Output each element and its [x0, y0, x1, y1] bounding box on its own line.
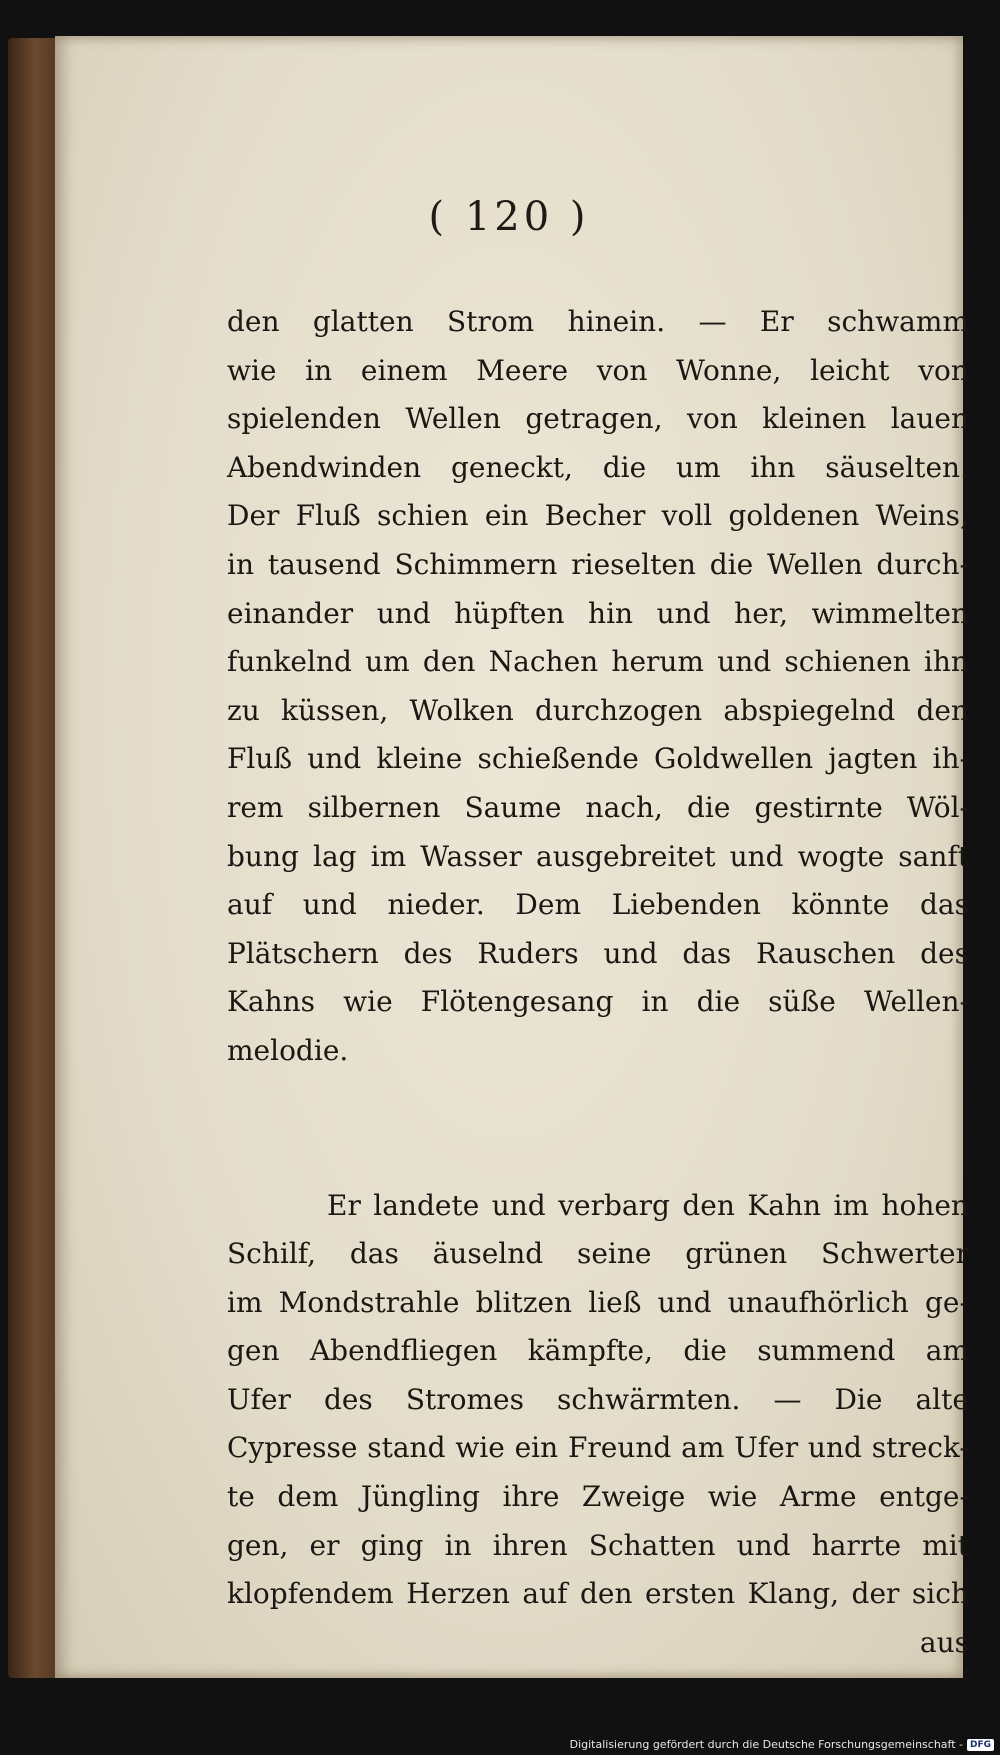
catchword: aus: [919, 1625, 969, 1659]
text-line: Kahns wie Flötengesang in die süße Wellen-: [227, 985, 969, 1019]
paragraph-1: [227, 298, 969, 1076]
catchword-line: [227, 1619, 969, 1668]
text-line: wie in einem Meere von Wonne, leicht von: [227, 353, 969, 387]
text-line: spielenden Wellen getragen, von kleinen lauen: [227, 402, 969, 436]
text-line: melodie.: [227, 1033, 349, 1067]
text-line: den glatten Strom hinein. — Er schwamm: [227, 305, 969, 338]
text-line: Der Fluß schien ein Becher voll goldenen Weins,: [227, 499, 969, 533]
text-line: Er landete und verbarg den Kahn im hohen: [327, 1188, 969, 1222]
text-line: rem silbernen Saume nach, die gestirnte Wöl-: [227, 790, 969, 824]
text-line: gen Abendfliegen kämpfte, die summend am: [227, 1334, 969, 1368]
body-text: [227, 298, 969, 1667]
text-line: Cypresse stand wie ein Freund am Ufer und streck-: [227, 1431, 969, 1465]
text-line: gen, er ging in ihren Schatten und harrte mit: [227, 1528, 969, 1562]
footer-credit: Digitalisierung gefördert durch die Deutsche Forschungsgemeinschaft -: [569, 1738, 963, 1751]
text-line: Plätschern des Ruders und das Rauschen des: [227, 936, 969, 970]
text-line: funkelnd um den Nachen herum und schienen ihn: [227, 645, 969, 679]
text-line: Ufer des Stromes schwärmten. — Die alte: [227, 1382, 969, 1416]
paragraph-gap: [227, 1076, 969, 1182]
text-line: auf und nieder. Dem Liebenden könnte das: [227, 888, 969, 922]
book-page: [55, 36, 969, 1678]
text-line: Abendwinden geneckt, die um ihn säuselten.: [227, 450, 969, 484]
text-line: bung lag im Wasser ausgebreitet und wogte sanft: [227, 839, 969, 873]
text-line: einander und hüpften hin und her, wimmelten: [227, 596, 969, 630]
text-line: zu küssen, Wolken durchzogen abspiegelnd den: [227, 693, 969, 727]
text-line: Fluß und kleine schießende Goldwellen jagten ih-: [227, 742, 969, 776]
text-line: im Mondstrahle blitzen ließ und unaufhörlich ge-: [227, 1285, 969, 1319]
dfg-logo: DFG: [967, 1739, 994, 1751]
digitization-footer: [570, 1738, 994, 1751]
text-line: in tausend Schimmern rieselten die Wellen durch-: [227, 547, 969, 581]
text-line: te dem Jüngling ihre Zweige wie Arme entge-: [227, 1480, 969, 1514]
paragraph-2: [227, 1182, 969, 1619]
page-number: ( 120 ): [428, 194, 590, 240]
text-line: klopfendem Herzen auf den ersten Klang, der sich: [227, 1577, 969, 1611]
text-line: Schilf, das äuselnd seine grünen Schwerter: [227, 1237, 969, 1271]
